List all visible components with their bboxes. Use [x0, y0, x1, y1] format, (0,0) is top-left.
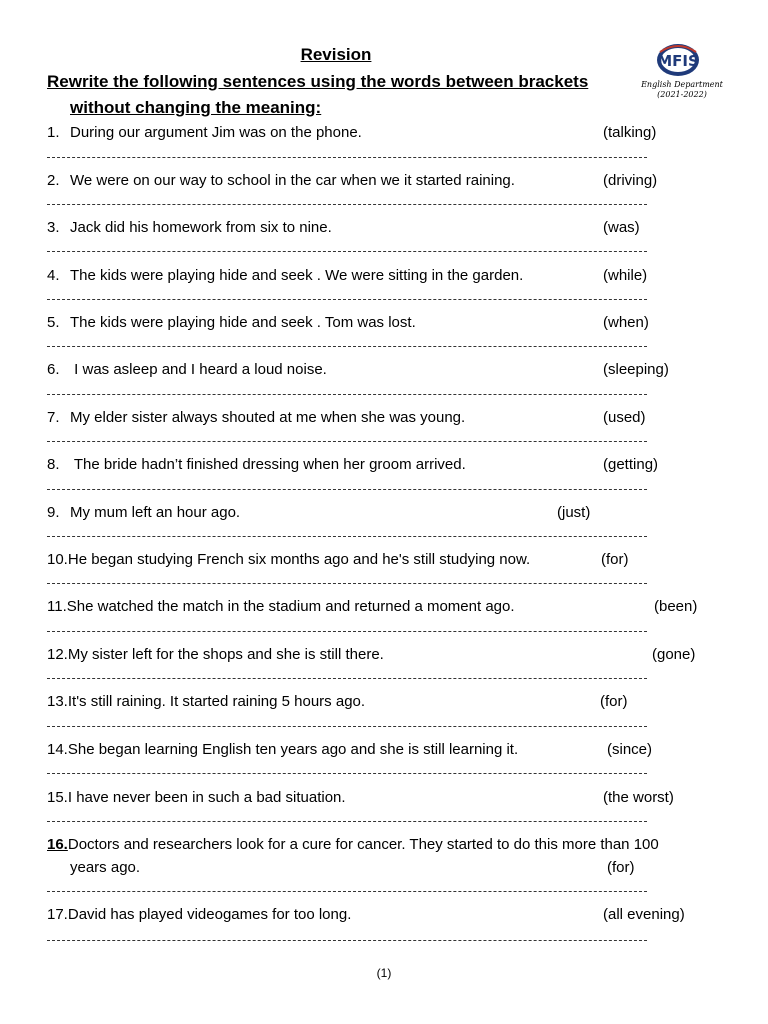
question-13: [47, 693, 365, 710]
question-text: My sister left for the shops and she is still there.: [67, 646, 384, 663]
logo-mark: MFIS: [657, 52, 699, 70]
answer-line-9[interactable]: [47, 536, 647, 537]
question-4-keyword: (while): [603, 267, 648, 284]
answer-line-12[interactable]: [47, 678, 647, 679]
question-11-keyword: (been): [654, 598, 698, 615]
question-11: [47, 598, 515, 615]
question-2: [47, 172, 515, 189]
answer-line-15[interactable]: [47, 821, 647, 822]
question-number: 9.: [47, 504, 60, 521]
question-4: [47, 267, 523, 284]
answer-line-10[interactable]: [47, 583, 647, 584]
question-text: The bride hadn’t finished dressing when her groom arrived.: [70, 456, 466, 473]
answer-line-17[interactable]: [47, 940, 647, 941]
page-number: (1): [376, 966, 392, 980]
question-number: 3.: [47, 219, 60, 236]
question-7: [47, 409, 465, 426]
question-1: [47, 124, 362, 141]
question-text: The kids were playing hide and seek . We were sitting in the garden.: [70, 267, 524, 284]
question-13-keyword: (for): [600, 693, 628, 710]
instruction-line-2: without changing the meaning:: [70, 98, 322, 117]
question-9: [47, 504, 240, 521]
question-text: She began learning English ten years ago and she is still learning it.: [67, 741, 519, 758]
question-number: 2.: [47, 172, 60, 189]
answer-line-13[interactable]: [47, 726, 647, 727]
question-8: [47, 456, 466, 473]
question-3-keyword: (was): [603, 219, 640, 236]
question-16-continuation: years ago.: [70, 859, 141, 876]
answer-line-4[interactable]: [47, 299, 647, 300]
question-text: I was asleep and I heard a loud noise.: [70, 361, 327, 378]
question-text: The kids were playing hide and seek . Tom was lost.: [70, 314, 416, 331]
question-number: 4.: [47, 267, 60, 284]
question-text: Doctors and researchers look for a cure for cancer. They started to do this more than 100: [67, 836, 659, 853]
question-10: [47, 551, 530, 568]
question-text: She watched the match in the stadium and returned a moment ago.: [66, 598, 515, 615]
worksheet-title: Revision: [300, 45, 372, 64]
question-9-keyword: (just): [557, 504, 591, 521]
answer-line-2[interactable]: [47, 204, 647, 205]
question-number: 12.: [47, 646, 68, 663]
question-number: 14.: [47, 741, 68, 758]
question-number: 11.: [47, 598, 67, 615]
question-15-keyword: (the worst): [603, 789, 674, 806]
question-17: [47, 906, 351, 923]
question-1-keyword: (talking): [603, 124, 657, 141]
logo-caption-1: English Department: [641, 80, 723, 89]
question-12-keyword: (gone): [652, 646, 696, 663]
question-number: 1.: [47, 124, 60, 141]
question-text: He began studying French six months ago and he's still studying now.: [67, 551, 531, 568]
question-number: 6.: [47, 361, 60, 378]
question-16: [47, 836, 659, 853]
question-number: 17.: [47, 906, 68, 923]
question-text: I have never been in such a bad situation.: [67, 789, 346, 806]
question-15: [47, 789, 346, 806]
question-text: David has played videogames for too long.: [67, 906, 352, 923]
question-number: 5.: [47, 314, 60, 331]
answer-line-11[interactable]: [47, 631, 647, 632]
question-14-keyword: (since): [607, 741, 653, 758]
question-14: [47, 741, 518, 758]
answer-line-6[interactable]: [47, 394, 647, 395]
question-text: Jack did his homework from six to nine.: [70, 219, 332, 236]
logo-caption-2: (2021-2022): [657, 90, 707, 99]
question-number: 10.: [47, 551, 68, 568]
answer-line-16[interactable]: [47, 891, 647, 892]
question-3: [47, 219, 332, 236]
question-2-keyword: (driving): [603, 172, 658, 189]
question-5-keyword: (when): [603, 314, 649, 331]
question-17-keyword: (all evening): [603, 906, 685, 923]
answer-line-8[interactable]: [47, 489, 647, 490]
question-7-keyword: (used): [603, 409, 646, 426]
question-number: 7.: [47, 409, 60, 426]
question-6-keyword: (sleeping): [603, 361, 669, 378]
question-8-keyword: (getting): [603, 456, 659, 473]
instruction-line-1: Rewrite the following sentences using the words between brackets: [47, 72, 589, 91]
question-16-keyword: (for): [607, 859, 635, 876]
answer-line-1[interactable]: [47, 157, 647, 158]
answer-line-3[interactable]: [47, 251, 647, 252]
question-text: My mum left an hour ago.: [70, 504, 241, 521]
question-number: 13.: [47, 693, 68, 710]
question-12: [47, 646, 384, 663]
question-10-keyword: (for): [601, 551, 629, 568]
question-text: My elder sister always shouted at me when she was young.: [70, 409, 466, 426]
question-text: We were on our way to school in the car when we it started raining.: [70, 172, 515, 189]
question-6: [47, 361, 327, 378]
answer-line-14[interactable]: [47, 773, 647, 774]
question-number: 16.: [47, 836, 68, 853]
question-5: [47, 314, 416, 331]
question-number: 15.: [47, 789, 68, 806]
answer-line-7[interactable]: [47, 441, 647, 442]
question-text: During our argument Jim was on the phone.: [70, 124, 362, 141]
answer-line-5[interactable]: [47, 346, 647, 347]
question-text: It's still raining. It started raining 5 hours ago.: [67, 693, 366, 710]
question-number: 8.: [47, 456, 60, 473]
